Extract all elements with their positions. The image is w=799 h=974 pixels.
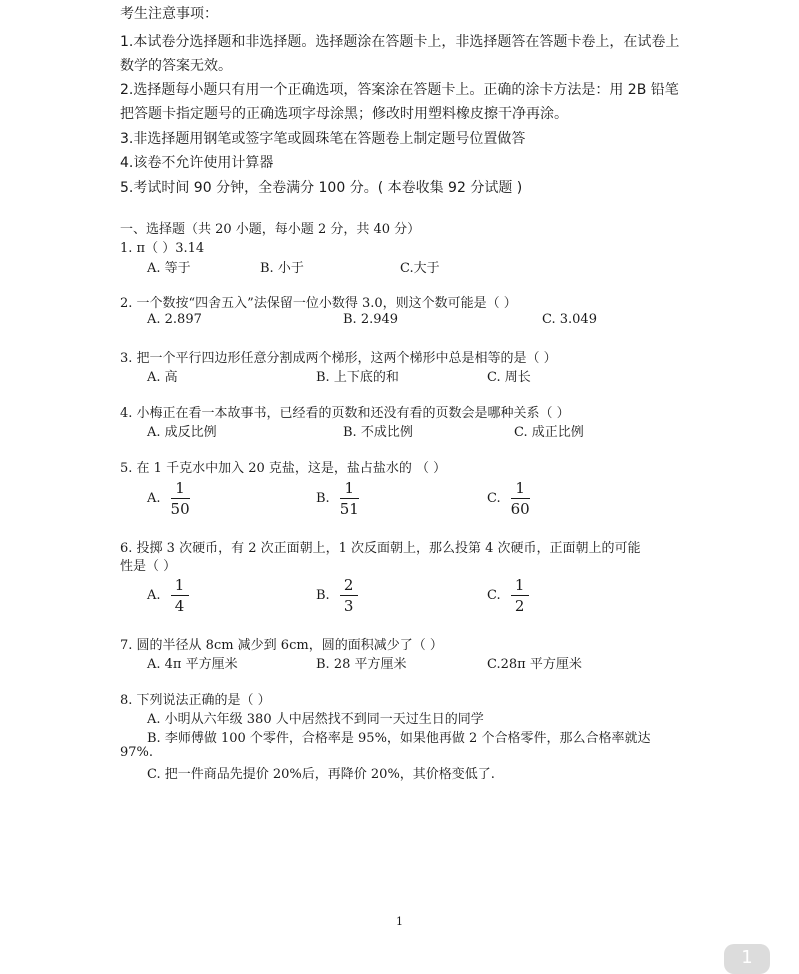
- option-label: A.: [147, 588, 161, 603]
- option-b: B. 28 平方厘米: [316, 657, 407, 672]
- option-c: C.大于: [400, 261, 440, 276]
- question-stem-continued: 性是（ ）: [120, 559, 177, 574]
- option-a: A. 小明从六年级 380 人中居然找不到同一天过生日的同学: [147, 712, 484, 727]
- option-c: [487, 575, 529, 616]
- denominator: 4: [174, 597, 185, 615]
- option-a: [147, 575, 189, 616]
- option-b: B. 2.949: [343, 312, 399, 327]
- notice-line: 数学的答案无效。: [120, 58, 232, 74]
- option-a: A. 高: [147, 370, 178, 385]
- section-title: 一、选择题（共 20 小题，每小题 2 分，共 40 分）: [120, 222, 421, 237]
- question-stem: 1. π（ ）3.14: [120, 241, 205, 256]
- option-c: [487, 478, 530, 519]
- option-b-continued: 97%.: [120, 745, 154, 760]
- notice-heading: 考生注意事项：: [120, 6, 218, 22]
- option-b: [316, 575, 358, 616]
- option-b: B. 小于: [260, 261, 304, 276]
- question-stem: 4. 小梅正在看一本故事书，已经看的页数和还没有看的页数会是哪种关系（ ）: [120, 406, 570, 421]
- numerator: 1: [174, 576, 185, 594]
- option-b: B. 上下底的和: [316, 370, 399, 385]
- notice-line: 3.非选择题用钢笔或签字笔或圆珠笔在答题卷上制定题号位置做答: [120, 131, 526, 147]
- notice-line: 把答题卡指定题号的正确选项字母涂黑；修改时用塑料橡皮擦干净再涂。: [120, 106, 568, 122]
- notice-line: 4.该卷不允许使用计算器: [120, 155, 274, 171]
- option-b: [316, 478, 359, 519]
- option-c: C. 周长: [487, 370, 531, 385]
- option-c: C.28π 平方厘米: [487, 657, 582, 672]
- numerator: 1: [514, 576, 525, 594]
- fraction: [340, 575, 358, 616]
- option-a: [147, 478, 190, 519]
- denominator: 3: [343, 597, 354, 615]
- numerator: 1: [344, 479, 354, 497]
- option-label: A.: [147, 491, 161, 506]
- option-a: A. 4π 平方厘米: [147, 657, 238, 672]
- option-a: A. 等于: [147, 261, 191, 276]
- option-label: C.: [487, 588, 501, 603]
- denominator: 50: [170, 500, 190, 518]
- page-number: 1: [396, 915, 403, 928]
- option-b: B. 李师傅做 100 个零件，合格率是 95%，如果他再做 2 个合格零件，那么合格率就达: [147, 731, 651, 746]
- page-indicator-badge[interactable]: 1: [724, 944, 770, 974]
- option-a: A. 成反比例: [147, 425, 217, 440]
- question-stem: 6. 投掷 3 次硬币，有 2 次正面朝上，1 次反面朝上，那么投第 4 次硬币，正面朝上的可能: [120, 541, 641, 556]
- numerator: 1: [515, 479, 525, 497]
- option-a: A. 2.897: [147, 312, 202, 327]
- notice-line: 5.考试时间 90 分钟，全卷满分 100 分。( 本卷收集 92 分试题 ): [120, 180, 523, 196]
- fraction: [511, 478, 530, 519]
- numerator: 2: [343, 576, 354, 594]
- notice-line: 1.本试卷分选择题和非选择题。选择题涂在答题卡上，非选择题答在答题卡卷上，在试卷上: [120, 34, 680, 50]
- question-stem: 7. 圆的半径从 8cm 减少到 6cm，圆的面积减少了（ ）: [120, 638, 443, 653]
- question-stem: 8. 下列说法正确的是（ ）: [120, 693, 271, 708]
- denominator: 51: [339, 500, 359, 518]
- numerator: 1: [175, 479, 185, 497]
- option-c: C. 成正比例: [514, 425, 584, 440]
- option-c: C. 把一件商品先提价 20%后，再降价 20%，其价格变低了.: [147, 767, 495, 782]
- option-b: B. 不成比例: [343, 425, 413, 440]
- denominator: 60: [510, 500, 530, 518]
- fraction: [511, 575, 529, 616]
- option-label: B.: [316, 588, 330, 603]
- question-stem: 2. 一个数按“四舍五入”法保留一位小数得 3.0，则这个数可能是（ ）: [120, 296, 517, 311]
- fraction: [171, 478, 190, 519]
- fraction: [340, 478, 359, 519]
- question-stem: 5. 在 1 千克水中加入 20 克盐，这是，盐占盐水的 （ ）: [120, 461, 447, 476]
- option-label: B.: [316, 491, 330, 506]
- notice-line: 2.选择题每小题只有用一个正确选项，答案涂在答题卡上。正确的涂卡方法是：用 2B 铅笔: [120, 82, 679, 98]
- option-label: C.: [487, 491, 501, 506]
- question-stem: 3. 把一个平行四边形任意分割成两个梯形，这两个梯形中总是相等的是（ ）: [120, 351, 557, 366]
- denominator: 2: [514, 597, 525, 615]
- fraction: [171, 575, 189, 616]
- option-c: C. 3.049: [542, 312, 597, 327]
